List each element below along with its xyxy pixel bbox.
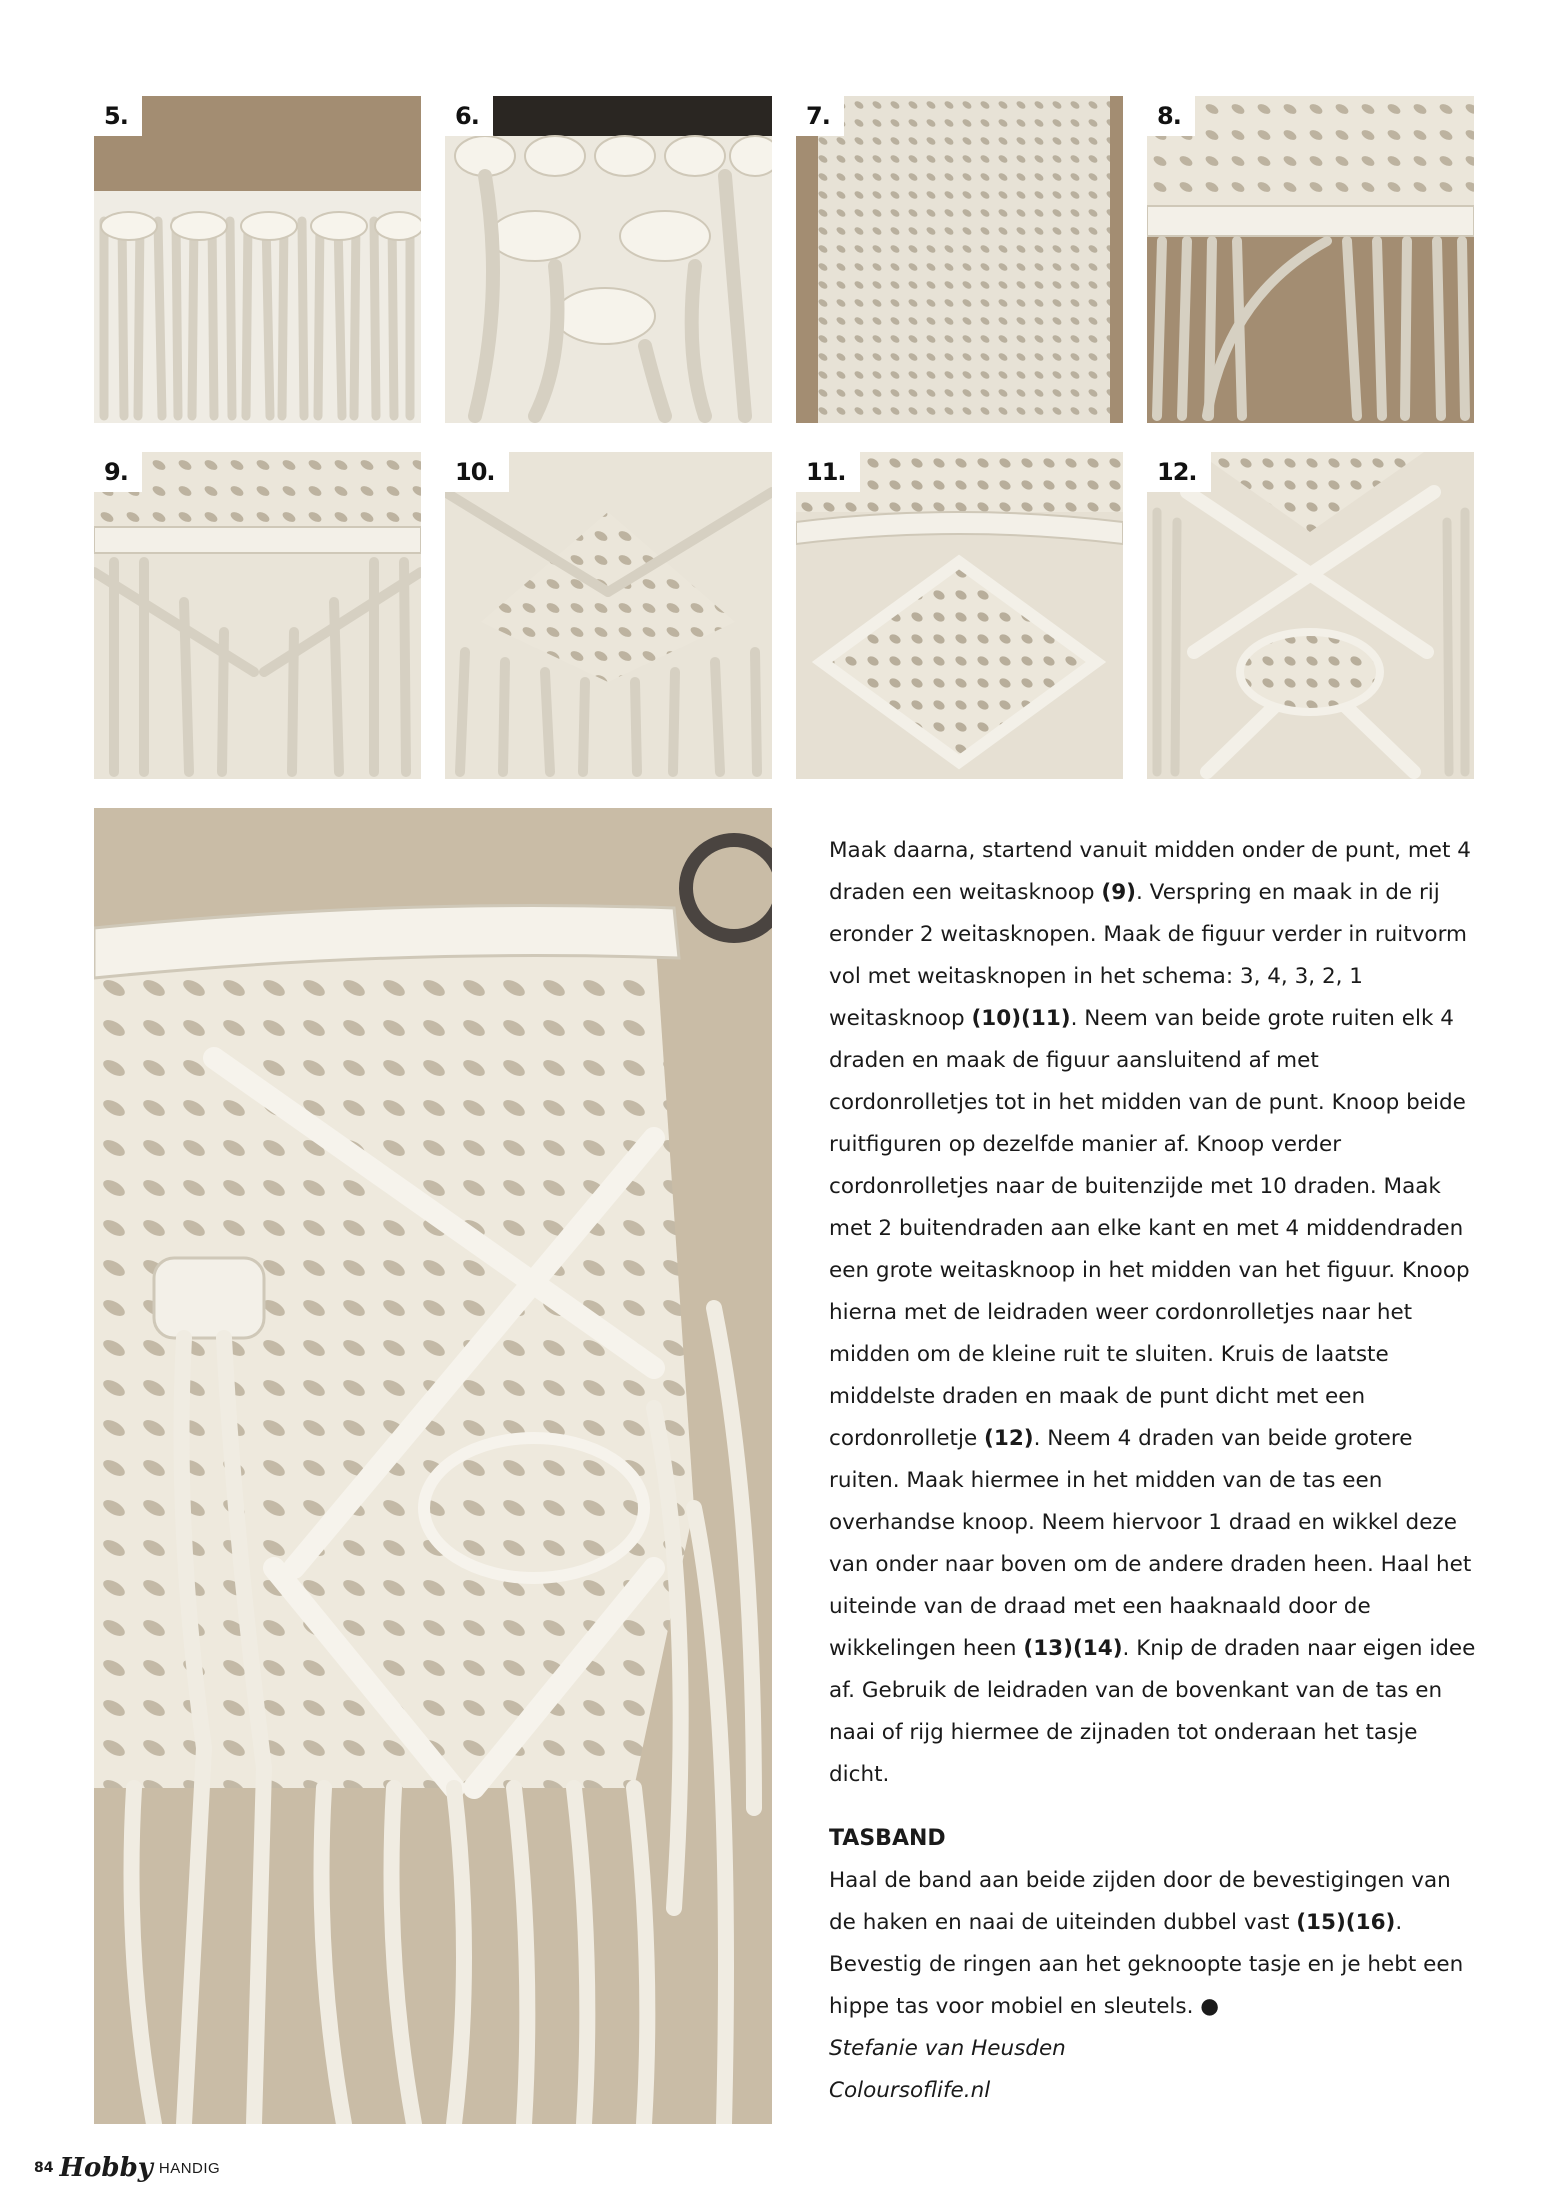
- macrame-diamond-start-image: [445, 452, 772, 779]
- strap-paragraph: [829, 1860, 1479, 2028]
- step-photo-11: [796, 452, 1123, 779]
- instructions-paragraph: [829, 830, 1479, 1796]
- photo-reference: (12): [984, 1426, 1034, 1451]
- step-photo-6: [445, 96, 772, 423]
- page-number: 84: [34, 2160, 54, 2176]
- macrame-filled-diamond-image: [796, 452, 1123, 779]
- macrame-cross-knot-image: [1147, 452, 1474, 779]
- text-run: Haal de band aan beide zijden door de bevestigingen van de haken en naai de uiteinden dubbel vast: [829, 1868, 1451, 1935]
- text-run: . Verspring en maak in de rij eronder 2 weitasknopen. Maak de figuur verder in ruitvorm vol met weitasknopen in het schema: 3, 4, 3, 2, 1 weitasknoop: [829, 880, 1467, 1031]
- step-number: 12.: [1147, 452, 1211, 492]
- section-heading: TASBAND: [829, 1826, 946, 1851]
- step-photo-10: [445, 452, 772, 779]
- text-run: . Neem van beide grote ruiten elk 4 draden en maak de figuur aansluitend af met cordonrolletjes tot in het midden van de punt. Knoop beide ruitfiguren op dezelfde manier af. Knoop verder cordonrolletjes naar de buitenzijde met 10 draden. Maak met 2 buitendraden aan elke kant en met 4 middendraden een grote weitasknoop in het midden van het figuur. Knoop hierna met de leidraden weer cordonrolletjes naar het midden om de kleine ruit te sluiten. Kruis de laatste middelste draden en maak de punt dicht met een cordonrolletje: [829, 1006, 1470, 1451]
- step-photo-12: [1147, 452, 1474, 779]
- macrame-cord-row-image: [1147, 96, 1474, 423]
- text-run: . Knip de draden naar eigen idee af. Gebruik de leidraden van de bovenkant van de tas en naai of rijg hiermee de zijnaden tot onderaan het tasje dicht.: [829, 1636, 1476, 1787]
- author-credit: Stefanie van Heusden: [829, 2036, 1066, 2061]
- step-number: 10.: [445, 452, 509, 492]
- macrame-knot-closeup-image: [445, 96, 772, 423]
- text-run: . Bevestig de ringen aan het geknoopte tasje en je hebt een hippe tas voor mobiel en sleutels. ●: [829, 1910, 1464, 2019]
- photo-reference: (13)(14): [1023, 1636, 1123, 1661]
- step-number: 5.: [94, 96, 142, 136]
- photo-reference: (15)(16): [1296, 1910, 1396, 1935]
- step-number: 7.: [796, 96, 844, 136]
- step-photo-9: [94, 452, 421, 779]
- website-credit: Coloursoflife.nl: [829, 2078, 991, 2103]
- finished-macrame-bag-image: [94, 808, 772, 2124]
- magazine-logo-caps: HANDIG: [158, 2159, 221, 2177]
- step-photo-7: [796, 96, 1123, 423]
- text-run: Maak daarna, startend vanuit midden onder de punt, met 4 draden een weitasknoop: [829, 838, 1471, 905]
- macrame-mesh-panel-image: [796, 96, 1123, 423]
- step-photo-5: [94, 96, 421, 423]
- magazine-logo-script: Hobby: [59, 2153, 153, 2183]
- step-number: 6.: [445, 96, 493, 136]
- photo-reference: (9): [1101, 880, 1136, 905]
- photo-reference: (10)(11): [971, 1006, 1071, 1031]
- step-number: 11.: [796, 452, 860, 492]
- macrame-fringe-image: [94, 96, 421, 423]
- step-number: 9.: [94, 452, 142, 492]
- macrame-diagonal-cords-image: [94, 452, 421, 779]
- finished-bag-photo: [94, 808, 772, 2124]
- instructions-text: [829, 830, 1479, 2112]
- step-photo-8: [1147, 96, 1474, 423]
- page-footer: [34, 2150, 220, 2186]
- text-run: . Neem 4 draden van beide grotere ruiten. Maak hiermee in het midden van de tas een overhandse knoop. Neem hiervoor 1 draad en wikkel deze van onder naar boven om de andere draden heen. Haal het uiteinde van de draad met een haaknaald door de wikkelingen heen: [829, 1426, 1472, 1661]
- step-number: 8.: [1147, 96, 1195, 136]
